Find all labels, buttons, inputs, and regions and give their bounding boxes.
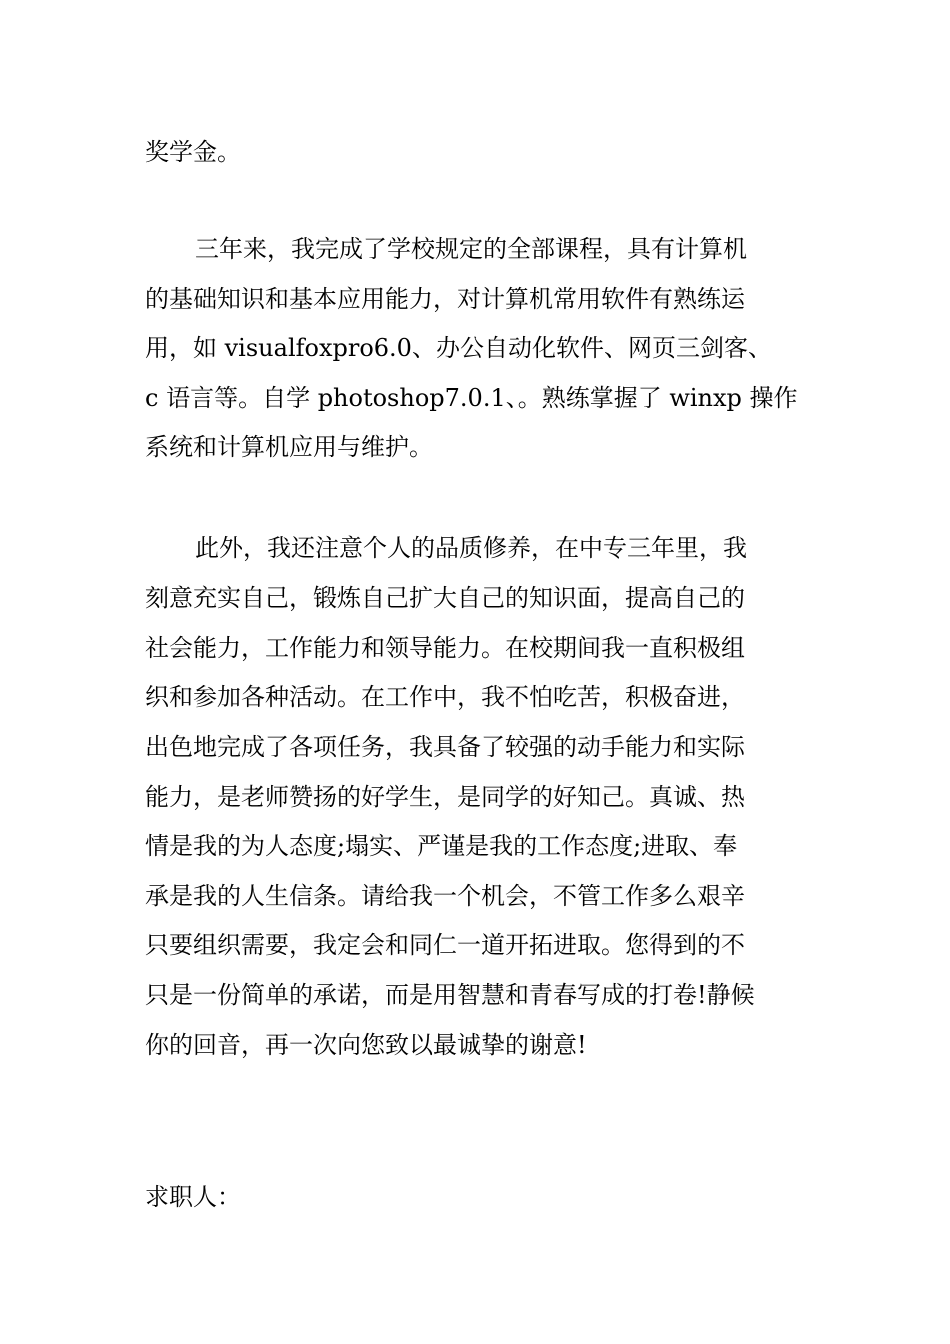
paragraph-line: c 语言等。自学 photoshop7.0.1、。熟练掌握了 winxp 操作 <box>145 384 798 412</box>
paragraph-line: 三年来，我完成了学校规定的全部课程，具有计算机 <box>195 235 747 263</box>
paragraph-line: 能力，是老师赞扬的好学生，是同学的好知己。真诚、热 <box>145 783 745 811</box>
signature-label: 求职人： <box>145 1183 241 1211</box>
paragraph-line: 奖学金。 <box>145 138 241 166</box>
paragraph-line: 情是我的为人态度;塌实、严谨是我的工作态度;进取、奉 <box>145 832 738 860</box>
paragraph-line: 系统和计算机应用与维护。 <box>145 433 433 461</box>
paragraph-line: 出色地完成了各项任务，我具备了较强的动手能力和实际 <box>145 733 745 761</box>
paragraph-line: 你的回音，再一次向您致以最诚挚的谢意! <box>145 1031 587 1059</box>
paragraph-line: 用，如 visualfoxpro6.0、办公自动化软件、网页三剑客、 <box>145 334 772 362</box>
paragraph-line: 此外，我还注意个人的品质修养，在中专三年里，我 <box>195 534 747 562</box>
paragraph-line: 承是我的人生信条。请给我一个机会，不管工作多么艰辛 <box>145 882 745 910</box>
paragraph-line: 的基础知识和基本应用能力，对计算机常用软件有熟练运 <box>145 285 745 313</box>
paragraph-line: 只要组织需要，我定会和同仁一道开拓进取。您得到的不 <box>145 931 745 959</box>
paragraph-line: 刻意充实自己，锻炼自己扩大自己的知识面，提高自己的 <box>145 584 745 612</box>
paragraph-line: 只是一份简单的承诺，而是用智慧和青春写成的打卷!静候 <box>145 981 755 1009</box>
paragraph-line: 织和参加各种活动。在工作中，我不怕吃苦，积极奋进， <box>145 683 745 711</box>
paragraph-line: 社会能力，工作能力和领导能力。在校期间我一直积极组 <box>145 634 745 662</box>
